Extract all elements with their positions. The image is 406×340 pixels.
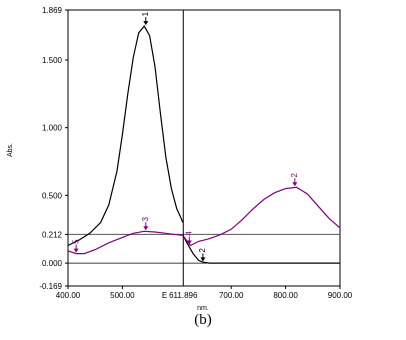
plot-border <box>68 10 340 286</box>
peak-label-2: 3 <box>140 217 150 222</box>
series-layer <box>68 26 340 263</box>
peak-arrow-6 <box>292 182 297 186</box>
peak-arrow-2 <box>143 226 148 230</box>
peak-arrow-1 <box>143 21 148 25</box>
peak-arrow-3 <box>74 249 79 253</box>
y-tick-label-6: 1.500 <box>41 55 62 65</box>
x-tick-label-5: 900.00 <box>327 291 353 300</box>
y-tick-label-1: -0.169 <box>39 282 62 291</box>
peak-label-6: 2 <box>289 173 299 178</box>
plot-frame <box>68 10 340 286</box>
x-tick-label-2: 500.00 <box>110 291 135 300</box>
x-axis-title: nm. <box>197 305 209 312</box>
series-line-1 <box>68 26 183 245</box>
figure-caption: (b) <box>194 312 212 328</box>
peak-label-1: 1 <box>140 11 150 17</box>
cursor-value-label: 611.896 <box>169 291 198 300</box>
axis-layer <box>39 6 352 300</box>
peak-label-5: 2 <box>198 248 208 253</box>
y-tick-label-2: 0.000 <box>41 259 62 269</box>
y-axis-title: Abs. <box>7 142 14 158</box>
x-tick-label-1: 400.00 <box>55 291 81 300</box>
x-tick-label-3: 700.00 <box>218 291 244 300</box>
x-tick-label-4: 800.00 <box>273 291 298 300</box>
peak-label-layer <box>71 11 299 261</box>
peak-label-4: 4 <box>184 231 194 236</box>
y-tick-label-5: 1.000 <box>41 123 62 133</box>
cursor-prefix: E <box>161 291 168 300</box>
y-tick-label-7: 1.869 <box>41 6 62 15</box>
y-tick-label-4: 0.500 <box>41 191 62 201</box>
y-tick-label-3: 0.212 <box>41 230 62 240</box>
series-line-4 <box>183 187 340 245</box>
peak-label-3: 5 <box>71 239 81 244</box>
